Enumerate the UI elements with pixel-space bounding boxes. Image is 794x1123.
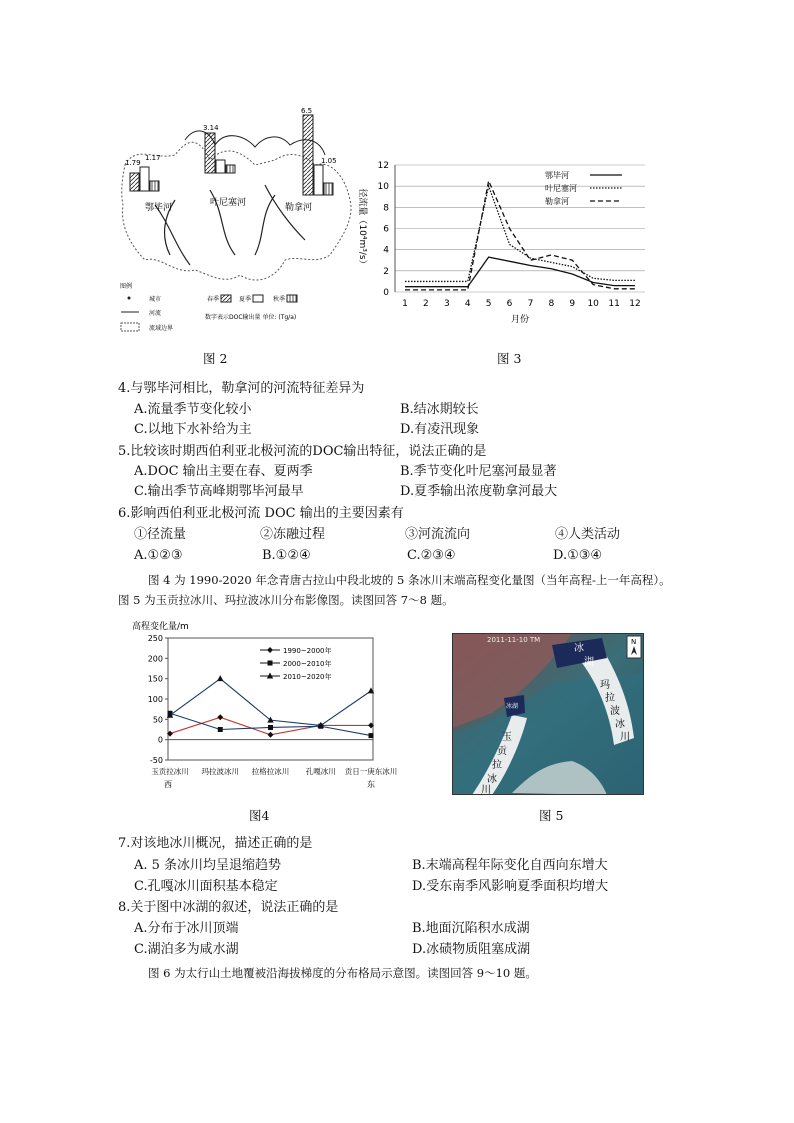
x-tick-label: 7 xyxy=(527,299,534,309)
option: B.地面沉陷积水成湖 xyxy=(412,921,530,936)
item: ③河流流向 xyxy=(405,527,471,542)
bar-summer xyxy=(314,165,323,195)
figure2-caption: 图 2 xyxy=(203,351,228,366)
option: B.①②④ xyxy=(262,548,311,563)
option: D.冰碛物质阻塞成湖 xyxy=(412,942,531,957)
basin-symbol xyxy=(121,323,139,331)
option: B.季节变化叶尼塞河最显著 xyxy=(400,464,557,479)
option: C.湖泊多为咸水湖 xyxy=(134,942,239,957)
image-label: 玛 xyxy=(600,680,610,691)
option: D.受东南季风影响夏季面积均增大 xyxy=(412,879,609,894)
option: B.结冰期较长 xyxy=(400,402,479,417)
option: A.流量季节变化较小 xyxy=(134,402,252,417)
question-stem: 8.关于图中冰湖的叙述，说法正确的是 xyxy=(118,900,339,915)
spring-symbol xyxy=(221,295,231,302)
map-value: 1.79 xyxy=(125,159,141,167)
y-tick-label: 150 xyxy=(147,674,163,684)
y-tick-label: 10 xyxy=(377,182,389,193)
river-line xyxy=(155,185,305,265)
x-axis-label: 月份 xyxy=(510,315,530,325)
legend-title: 图例 xyxy=(120,283,133,290)
data-point xyxy=(268,725,273,730)
image-label: 拉 xyxy=(492,760,502,771)
city-symbol xyxy=(128,297,131,300)
summer-symbol xyxy=(253,295,263,302)
y-tick-label: 4 xyxy=(383,245,389,256)
image-label: 川 xyxy=(620,732,630,743)
x-tick-label: 拉格拉冰川 xyxy=(251,767,290,776)
river-label: 勒拿河 xyxy=(285,203,313,213)
x-axis-east: 东 xyxy=(367,780,375,789)
bar-spring xyxy=(205,133,215,173)
figure2-map xyxy=(115,105,385,340)
image-label: 玉 xyxy=(502,732,512,743)
x-tick-label: 5 xyxy=(485,299,492,309)
y-tick-label: 200 xyxy=(147,654,163,664)
legend-basin: 流域边界 xyxy=(149,325,174,332)
question-stem: 7.对该地冰川概况，描述正确的是 xyxy=(118,836,313,851)
map-value: 6.5 xyxy=(301,107,313,115)
image-label: 波 xyxy=(610,706,620,717)
x-tick-label: 6 xyxy=(506,299,513,309)
image-label: 冰 xyxy=(574,643,584,654)
question-stem: 6.影响西伯利亚北极河流 DOC 输出的主要因素有 xyxy=(118,506,404,521)
x-tick-label: 玛拉波冰川 xyxy=(201,767,239,776)
option: A. 5 条冰川均呈退缩趋势 xyxy=(134,858,282,873)
option: C.以地下水补给为主 xyxy=(134,422,252,437)
north-arrow-icon: N xyxy=(631,638,637,646)
x-tick-label: 贡日一庚东冰川 xyxy=(344,767,398,776)
figure4-chart xyxy=(128,620,428,795)
legend-city: 城市 xyxy=(149,296,162,303)
x-tick-label: 4 xyxy=(464,299,471,309)
question-stem: 4.与鄂毕河相比，勒拿河的河流特征差异为 xyxy=(118,381,365,396)
series-line xyxy=(405,181,635,290)
legend-spring: 春季 xyxy=(207,296,220,303)
y-axis-label: 径流量（10⁴m³/s） xyxy=(357,188,367,269)
y-tick-label: 0 xyxy=(157,735,163,745)
bar-spring xyxy=(303,115,313,195)
x-tick-label: 玉贡拉冰川 xyxy=(151,767,189,776)
option: B.末端高程年际变化自西向东增大 xyxy=(412,858,608,873)
y-tick-label: 2 xyxy=(383,266,389,277)
legend-label: 勒拿河 xyxy=(545,197,569,206)
y-tick-label: 8 xyxy=(383,203,389,214)
figure3-chart xyxy=(350,155,660,335)
map-value: 1.05 xyxy=(321,157,337,165)
y-axis-label: 高程变化量/m xyxy=(132,622,189,632)
figure5-caption: 图 5 xyxy=(539,808,564,823)
x-tick-label: 1 xyxy=(402,299,408,309)
option: A.DOC 输出主要在春、夏两季 xyxy=(134,464,313,479)
x-tick-label: 11 xyxy=(608,299,620,309)
plot-frame xyxy=(168,638,373,760)
option: D.有凌汛现象 xyxy=(400,422,480,437)
intro-paragraph: 图 4 为 1990-2020 年念青唐古拉山中段北坡的 5 条冰川末端高程变化量图（当年高程-上一年高程）。图 5 为玉贡拉冰川、玛拉波冰川分布影像图。读图回答 7～8 题。 xyxy=(118,573,671,607)
option: A.分布于冰川顶端 xyxy=(134,921,239,936)
option: C.孔嘎冰川面积基本稳定 xyxy=(134,879,278,894)
image-label: 湖 xyxy=(584,657,594,668)
river-label: 叶尼塞河 xyxy=(210,198,247,208)
x-axis-west: 西 xyxy=(164,780,172,789)
y-tick-label: 250 xyxy=(147,634,163,643)
figure5-image xyxy=(452,633,644,795)
map-value: 3.14 xyxy=(203,124,219,132)
x-tick-label: 3 xyxy=(443,299,450,309)
bar-summer xyxy=(140,167,149,191)
image-label: 拉 xyxy=(605,693,615,704)
x-tick-label: 9 xyxy=(569,299,576,309)
bar-autumn xyxy=(324,183,333,195)
item: ①径流量 xyxy=(134,527,187,542)
x-tick-label: 2 xyxy=(423,299,429,309)
data-point xyxy=(369,733,374,738)
option: C.输出季节高峰期鄂毕河最早 xyxy=(134,484,304,499)
data-point xyxy=(217,675,223,681)
y-tick-label: 6 xyxy=(383,224,389,235)
item: ④人类活动 xyxy=(555,527,621,542)
legend-label: 2000~2010年 xyxy=(283,660,332,668)
x-tick-label: 8 xyxy=(548,299,555,309)
y-tick-label: 12 xyxy=(377,161,389,171)
data-point xyxy=(268,732,274,738)
image-label: 冰 xyxy=(487,774,497,785)
legend-label: 叶尼塞河 xyxy=(545,184,577,193)
autumn-symbol xyxy=(287,295,297,302)
figure3-caption: 图 3 xyxy=(497,351,522,366)
data-point xyxy=(267,647,273,653)
legend-river: 河流 xyxy=(149,310,162,317)
y-tick-label: 100 xyxy=(147,695,163,704)
map-value: 1.17 xyxy=(145,154,161,162)
option: A.①②③ xyxy=(134,548,183,563)
legend-summer: 夏季 xyxy=(239,296,252,303)
legend-label: 2010~2020年 xyxy=(283,673,332,681)
data-point xyxy=(218,727,223,732)
bar-autumn xyxy=(150,181,159,191)
image-label: 冰湖 xyxy=(506,703,519,710)
legend-autumn: 秋季 xyxy=(273,296,286,303)
image-timestamp: 2011-11-10 TM xyxy=(487,636,541,644)
y-tick-label: 50 xyxy=(152,715,163,725)
question-stem: 5.比较该时期西伯利亚北极河流的DOC输出特征，说法正确的是 xyxy=(118,444,487,459)
y-tick-label: 0 xyxy=(383,288,389,298)
series-line xyxy=(405,257,635,287)
option: C.②③④ xyxy=(407,548,456,563)
image-label: 贡 xyxy=(497,746,507,757)
figure4-caption: 图4 xyxy=(249,808,270,823)
bar-summer xyxy=(216,160,225,173)
y-tick-label: -50 xyxy=(149,756,163,765)
x-tick-label: 孔嘎冰川 xyxy=(305,767,336,776)
bar-spring xyxy=(130,173,139,191)
river-label: 鄂毕河 xyxy=(145,203,173,213)
item: ②冻融过程 xyxy=(260,527,326,542)
x-tick-label: 10 xyxy=(587,299,599,309)
legend-note: 数字表示DOC输出量 单位: (Tg/a) xyxy=(205,314,297,321)
data-point xyxy=(267,717,273,723)
x-tick-label: 12 xyxy=(629,299,641,309)
image-label: 冰 xyxy=(615,719,625,730)
option: D.①③④ xyxy=(553,548,603,563)
data-point xyxy=(268,661,273,666)
image-label: 川 xyxy=(481,785,491,795)
legend-label: 鄂毕河 xyxy=(545,171,569,180)
legend-label: 1990~2000年 xyxy=(283,647,332,655)
option: D.夏季输出浓度勒拿河最大 xyxy=(400,484,558,499)
intro-paragraph: 图 6 为太行山土地覆被沿海拔梯度的分布格局示意图。读图回答 9～10 题。 xyxy=(148,966,537,980)
bar-autumn xyxy=(226,165,235,173)
data-point xyxy=(217,714,223,720)
